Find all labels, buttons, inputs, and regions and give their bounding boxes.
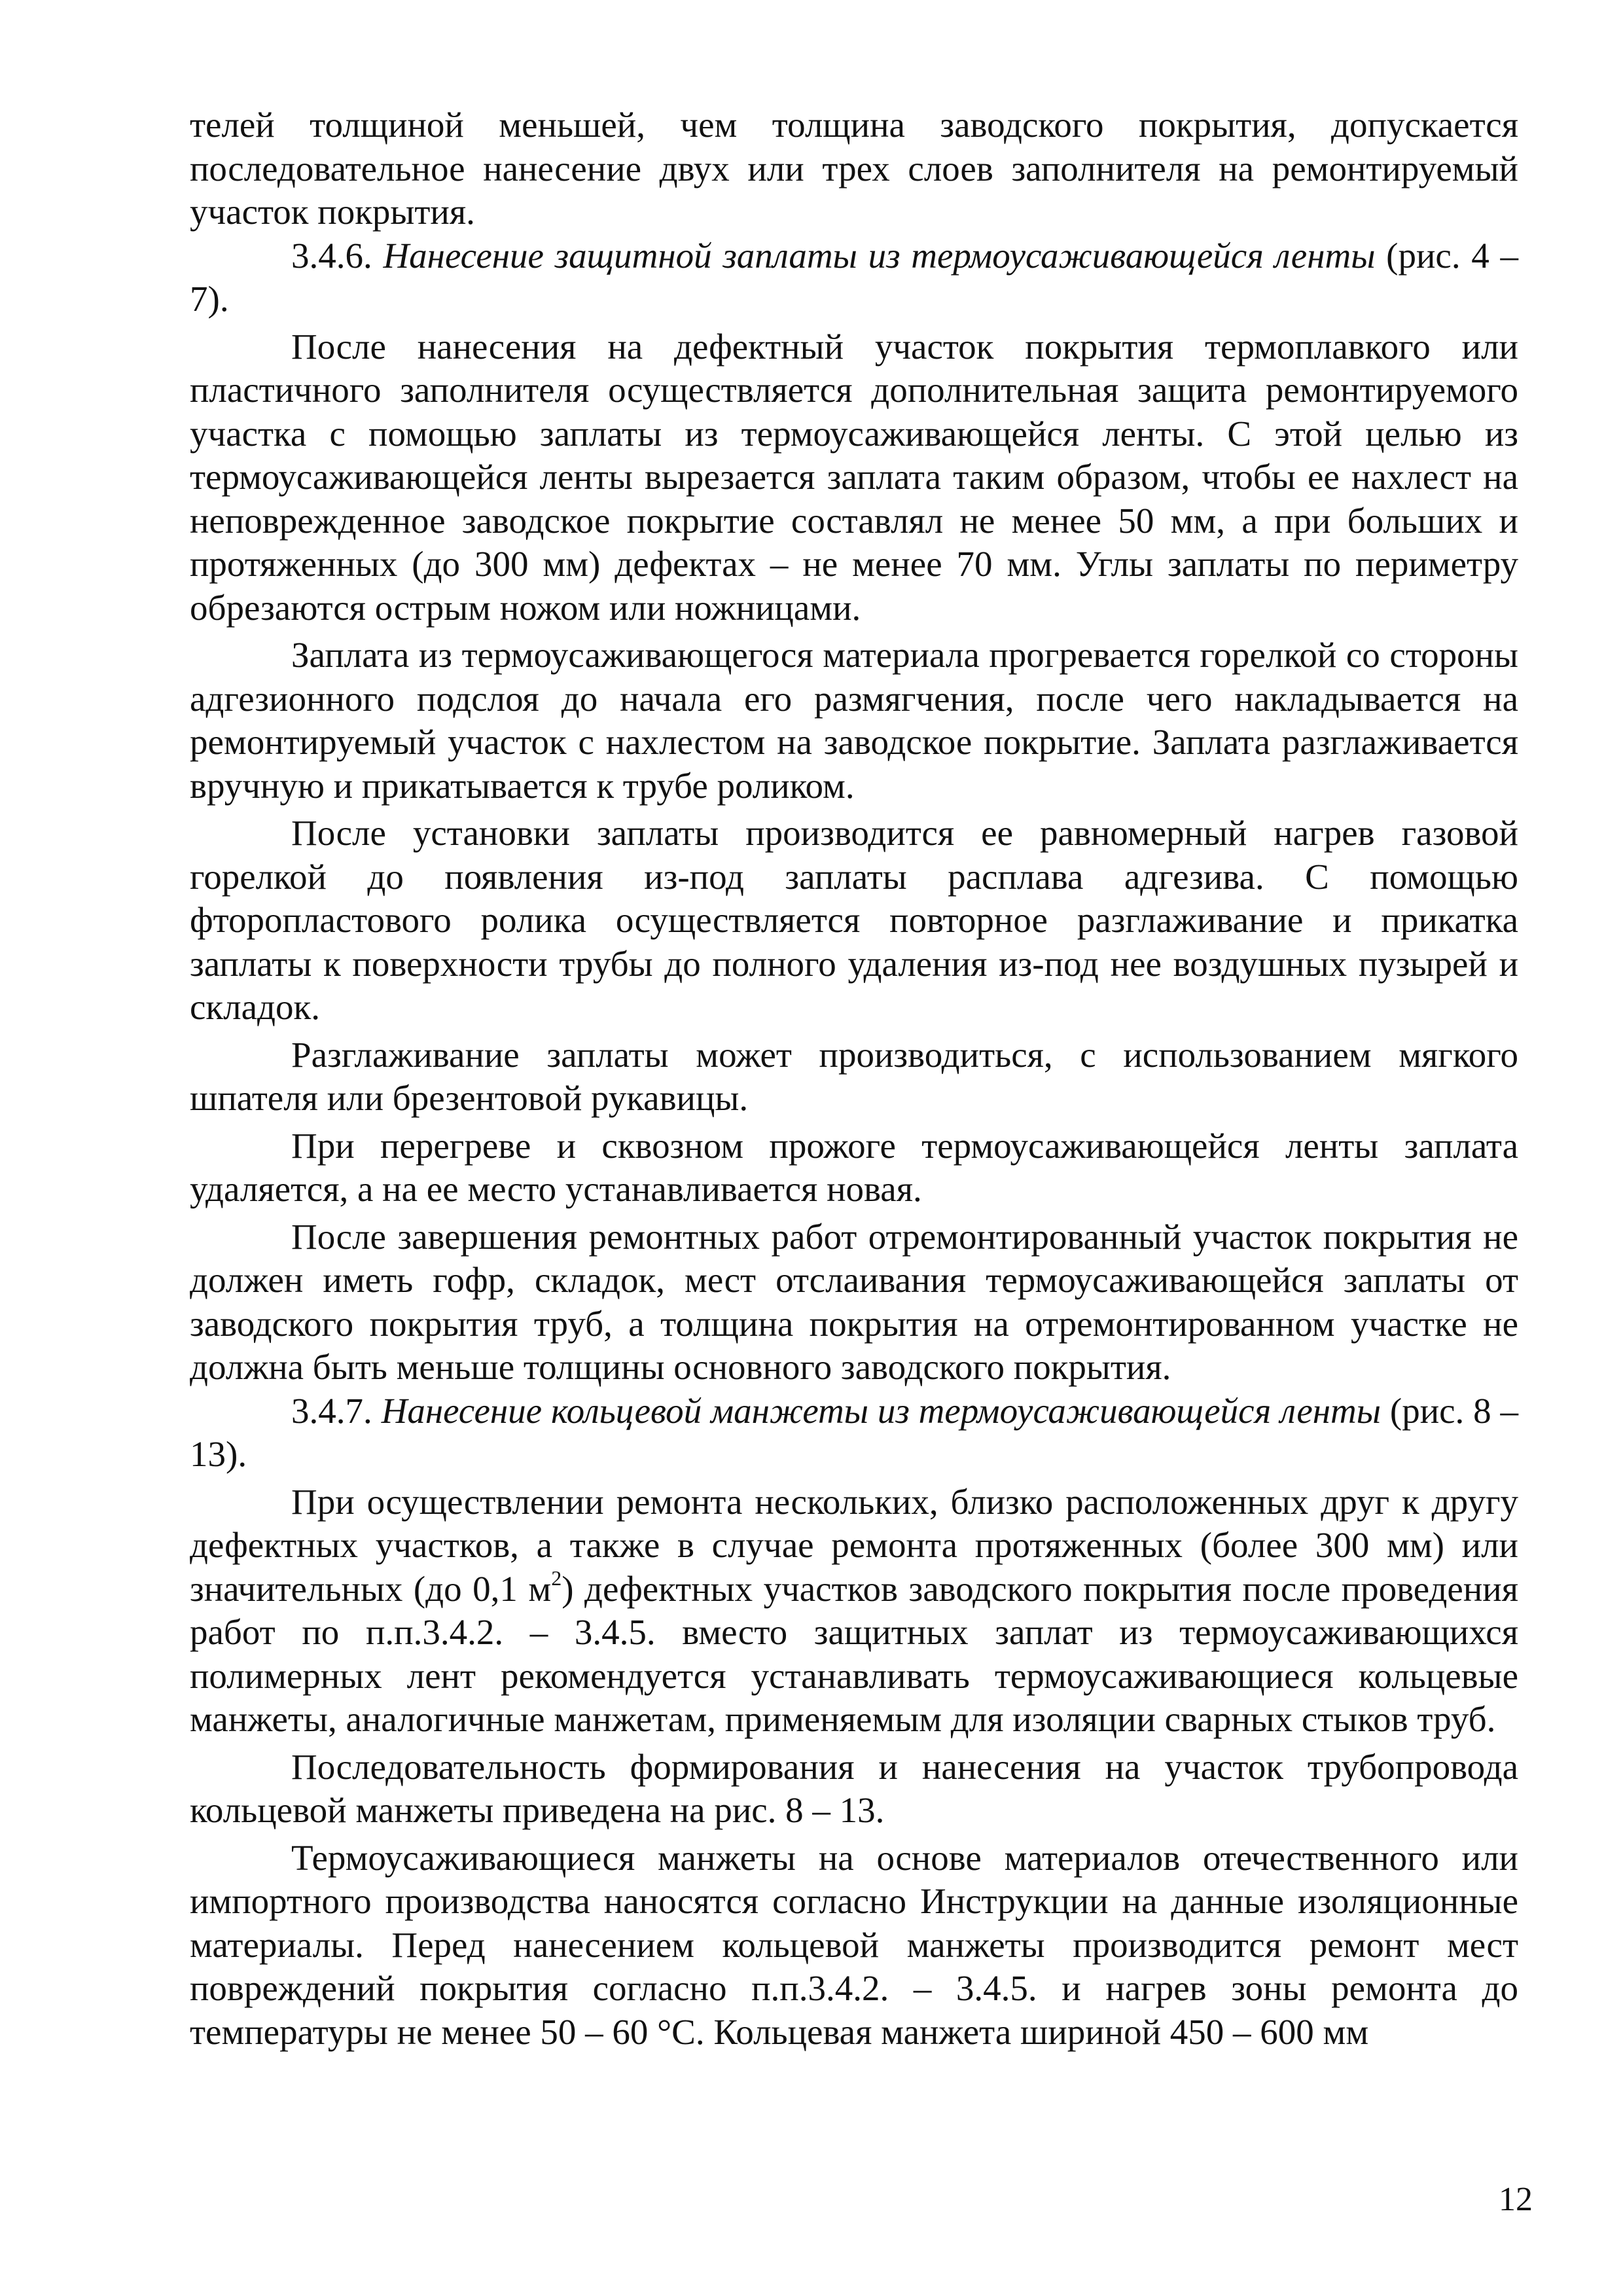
paragraph-text: ) дефектных участков заводского покрытия после проведения работ по п.п.3.4.2. – 3.4.5. вместо защитных заплат из термоусаживающихся полимерных лент рекомендуется устанавливать термоусаживающиеся кольцевые манжеты, аналогичные манжетам, применяемым для изоляции сварных стыков труб. [190,1568,1518,1739]
section-heading-3-4-6 [190,234,1518,321]
figure-reference: (рис. 4 – 7). [190,235,1518,319]
paragraph-text: При осуществлении ремонта нескольких, близко расположенных друг к другу дефектных участков, а также в случае ремонта протяженных (более 300 мм) или значительных (до 0,1 м [190,1481,1518,1609]
paragraph: После установки заплаты производится ее равномерный нагрев газовой горелкой до появления из-под заплаты расплава адгезива. С помощью фторопластового ролика осуществляется повторное разглаживание и прикатка заплаты к поверхности трубы до полного удаления из-под нее воздушных пузырей и складок. [190,813,1518,1027]
section-title: Нанесение защитной заплаты из термоусаживающейся ленты [383,235,1376,276]
paragraph: Разглаживание заплаты может производиться, с использованием мягкого шпателя или брезентовой рукавицы. [190,1034,1518,1118]
paragraph: После нанесения на дефектный участок покрытия термоплавкого или пластичного заполнителя осуществляется дополнительная защита ремонтируемого участка с помощью заплаты из термоусаживающейся ленты. С этой целью из термоусаживающейся ленты вырезается заплата таким образом, чтобы ее нахлест на неповрежденное заводское покрытие составлял не менее 50 мм, а при больших и протяженных (до 300 мм) дефектах – не менее 70 мм. Углы заплаты по периметру обрезаются острым ножом или ножницами. [190,326,1518,628]
paragraph-continuation: телей толщиной меньшей, чем толщина заводского покрытия, допускается последовательное нанесение двух или трех слоев заполнителя на ремонтируемый участок покрытия. [190,105,1518,232]
paragraph: Последовательность формирования и нанесения на участок трубопровода кольцевой манжеты приведена на рис. 8 – 13. [190,1746,1518,1830]
superscript: 2 [551,1566,562,1590]
paragraph: Заплата из термоусаживающегося материала прогревается горелкой со стороны адгезионного подслоя до начала его размягчения, после чего накладывается на ремонтируемый участок с нахлестом на заводское покрытие. Заплата разглаживается вручную и прикатывается к трубе роликом. [190,635,1518,806]
paragraph: После завершения ремонтных работ отремонтированный участок покрытия не должен иметь гофр, складок, мест отслаивания термоусаживающейся заплаты от заводского покрытия труб, а толщина покрытия на отремонтированном участке не должна быть меньше толщины основного заводского покрытия. [190,1216,1518,1387]
section-title: Нанесение кольцевой манжеты из термоусаживающейся ленты [381,1390,1382,1431]
section-number: 3.4.6. [291,235,383,276]
paragraph: Термоусаживающиеся манжеты на основе материалов отечественного или импортного производства наносятся согласно Инструкции на данные изоляционные материалы. Перед нанесением кольцевой манжеты производится ремонт мест повреждений покрытия согласно п.п.3.4.2. – 3.4.5. и нагрев зоны ремонта до температуры не менее 50 – 60 °С. Кольцевая манжета шириной 450 – 600 мм [190,1837,1518,2052]
section-heading-3-4-7 [190,1390,1518,1477]
figure-reference: (рис. 8 – 13). [190,1390,1518,1474]
paragraph [190,1480,1518,1742]
paragraph: При перегреве и сквозном прожоге термоусаживающейся ленты заплата удаляется, а на ее место устанавливается новая. [190,1125,1518,1209]
section-number: 3.4.7. [291,1390,382,1431]
page-number: 12 [1499,2181,1533,2218]
body-text [190,103,1518,2054]
